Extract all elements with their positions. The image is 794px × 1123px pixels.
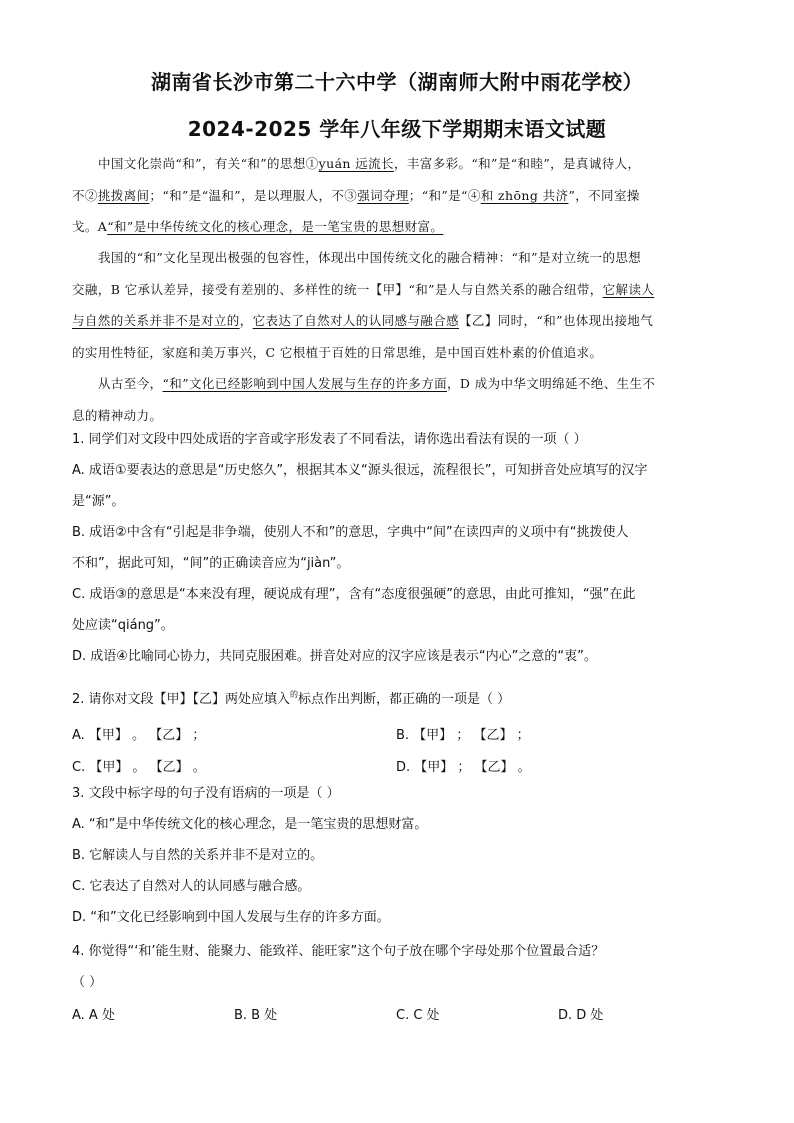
idiom-1-underlined: yuán 远流长 — [318, 156, 394, 171]
idiom-4-underlined: 和 zhōng 共济 — [480, 187, 569, 203]
option-c[interactable]: C. 它表达了自然对人的认同感与融合感。 — [72, 879, 311, 894]
answer-paren: （ ） — [72, 975, 103, 990]
option-c-cont: 处应读“qiáng”。 — [72, 618, 174, 633]
sentence-b-underlined: 它解读人 — [602, 281, 655, 297]
option-d[interactable]: D. 【甲】 ； 【乙】 。 — [396, 760, 531, 775]
option-b[interactable]: B. 【甲】 ； 【乙】 ； — [396, 728, 530, 743]
passage-text: 我国的“和”文化呈现出极强的包容性，体现出中国传统文化的融合精神：“和”是对立统一的思想 — [98, 250, 642, 265]
question-stem: 4. 你觉得“‘和’能生财、能聚力、能致祥、能旺家”这个句子放在哪个字母处那个位置最合适？ — [72, 944, 605, 959]
sentence-d-underlined: “和”文化已经影响到中国人发展与生存的许多方面 — [162, 376, 447, 391]
question-stem: 1. 同学们对文段中四处成语的字音或字形发表了不同看法，请你选出看法有误的一项（ ） — [72, 432, 587, 447]
option-b[interactable]: B. 成语②中含有“引起是非争端，使别人不和”的意思，字典中“间”在读四声的义项中有“挑拨使人 — [72, 525, 629, 540]
sentence-a-underlined: “和”是中华传统文化的核心理念，是一笔宝贵的思想财富。 — [107, 219, 444, 234]
passage-text: ；“和”是“温和”，是以理服人，不③ — [149, 187, 358, 203]
option-b-cont: 不和”，据此可知，“间”的正确读音应为“jiàn”。 — [72, 556, 350, 571]
passage-text: 【乙】同时，“和”也体现出接地气 — [459, 313, 654, 328]
question-stem-text: 2. 请你对文段【甲】【乙】两处应填入 — [72, 692, 291, 707]
passage-text: 不② — [72, 187, 98, 203]
question-stem-text: 标点作出判断，都正确的一项是（ ） — [298, 692, 511, 707]
passage-line — [72, 242, 722, 274]
option-a-cont: 是“源”。 — [72, 494, 125, 509]
question-3 — [72, 778, 722, 933]
option-a[interactable]: A. A 处 — [72, 1008, 115, 1023]
idiom-2-underlined: 挑拨离间 — [97, 187, 150, 203]
idiom-3-underlined: 强词夺理 — [357, 187, 409, 203]
question-stem — [72, 684, 722, 716]
passage-text: ，D 成为中华文明绵延不绝、生生不 — [447, 376, 656, 391]
option-c[interactable]: C. C 处 — [396, 1008, 440, 1023]
option-d[interactable]: D. 成语④比喻同心协力，共同克服困难。拼音处对应的汉字应该是表示“内心”之意的“衷”。 — [72, 649, 597, 664]
passage-line — [72, 368, 722, 400]
exam-title-school: 湖南省长沙市第二十六中学（湖南师大附中雨花学校） — [151, 70, 643, 94]
passage-text: ， — [239, 313, 253, 328]
passage-paragraph-2 — [72, 242, 722, 368]
sentence-c-underlined: 它表达了自然对人的认同感与融合感 — [252, 313, 460, 328]
option-c[interactable]: C. 成语③的意思是“本来没有理，硬说成有理”，含有“态度很强硬”的意思，由此可推知，“强”在此 — [72, 587, 636, 602]
passage-line — [72, 337, 722, 369]
question-stem-mark: 的 — [290, 690, 299, 699]
option-d[interactable]: D. D 处 — [558, 1008, 604, 1023]
option-b[interactable]: B. B 处 — [234, 1008, 278, 1023]
passage-line — [72, 180, 722, 212]
passage-text: 从古至今， — [98, 376, 163, 391]
passage-line — [72, 274, 722, 306]
option-c[interactable]: C. 【甲】 。 【乙】 。 — [72, 760, 206, 775]
sentence-b-underlined: 与自然的关系并非不是对立的 — [72, 313, 240, 328]
option-a[interactable]: A. “和”是中华传统文化的核心理念，是一笔宝贵的思想财富。 — [72, 817, 428, 832]
question-2 — [72, 684, 722, 716]
passage-text: ，丰富多彩。“和”是“和睦”，是真诚待人， — [393, 156, 641, 171]
passage-text: 交融，B 它承认差异，接受有差别的、多样性的统一【甲】“和”是人与自然关系的融合纽带， — [72, 281, 603, 297]
passage-text: ；“和”是“④ — [408, 187, 481, 203]
option-d[interactable]: D. “和”文化已经影响到中国人发展与生存的许多方面。 — [72, 910, 390, 925]
exam-title-term: 2024-2025 学年八年级下学期期末语文试题 — [187, 117, 607, 141]
question-1 — [72, 424, 722, 672]
passage-text: 中国文化崇尚“和”，有关“和”的思想① — [98, 156, 319, 171]
option-a[interactable]: A. 成语①要表达的意思是“历史悠久”，根据其本义“源头很远，流程很长”，可知拼音处应填写的汉字 — [72, 463, 648, 478]
passage-paragraph-3 — [72, 368, 722, 431]
passage-text: ”，不同室操 — [568, 187, 640, 203]
question-stem: 3. 文段中标字母的句子没有语病的一项是（ ） — [72, 786, 340, 801]
passage-text: 息的精神动力。 — [72, 407, 163, 423]
passage-text: 的实用性特征，家庭和美万事兴，C 它根植于百姓的日常思维，是中国百姓朴素的价值追求。 — [72, 344, 603, 360]
passage-text: 戈。A — [72, 219, 108, 234]
passage-line — [72, 305, 722, 337]
passage-line — [72, 211, 722, 243]
passage-paragraph-1 — [72, 148, 722, 243]
question-4 — [72, 936, 722, 998]
passage-line — [72, 148, 722, 180]
option-a[interactable]: A. 【甲】 。 【乙】 ； — [72, 728, 206, 743]
option-b[interactable]: B. 它解读人与自然的关系并非不是对立的。 — [72, 848, 324, 863]
